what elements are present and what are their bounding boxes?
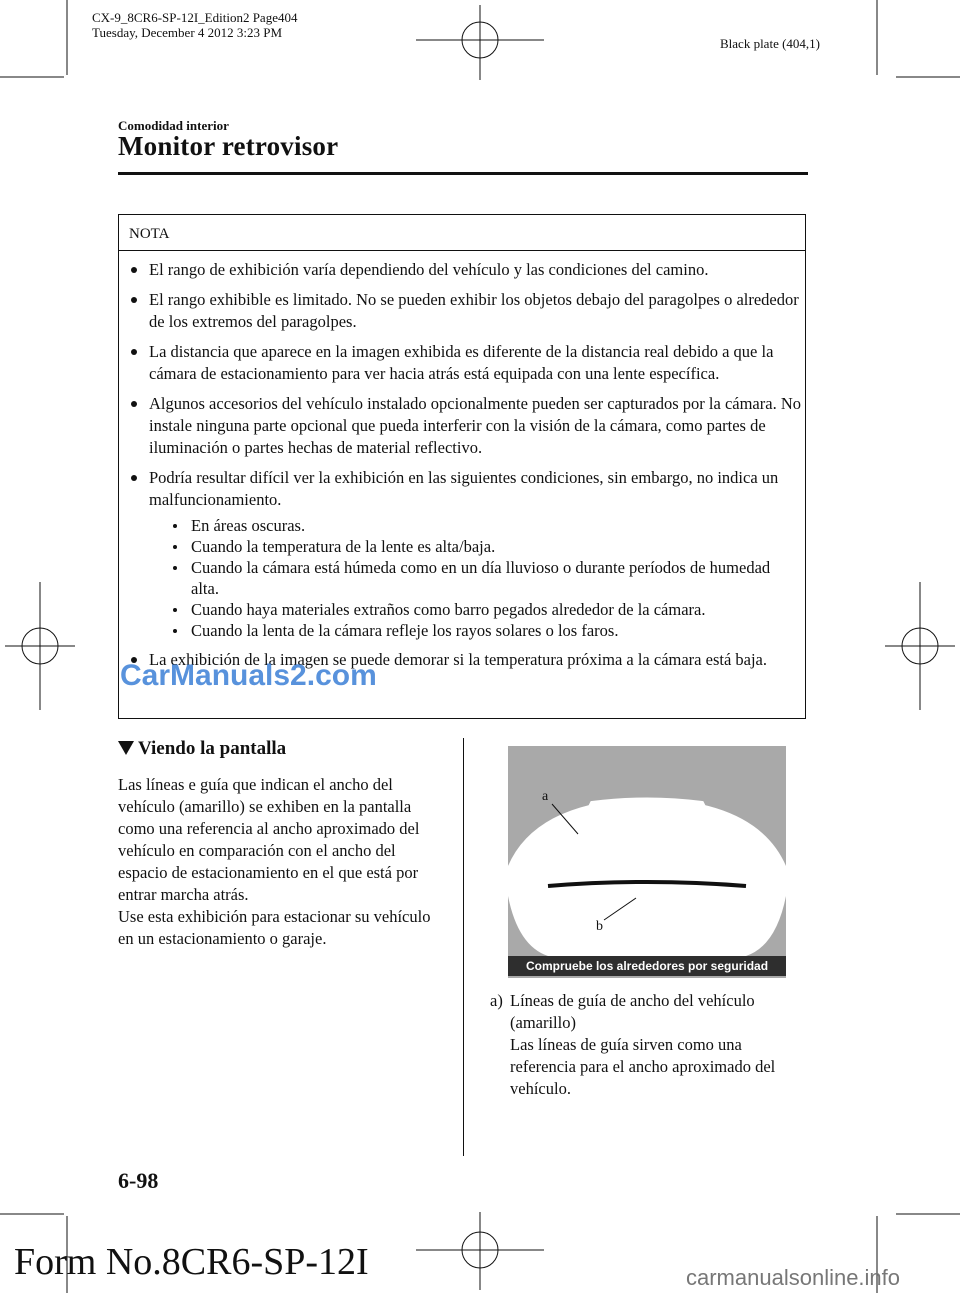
note-sublist [149, 515, 801, 641]
note-item-text: Algunos accesorios del vehículo instalado opcionalmente pueden ser capturados por la cámara. No instale ninguna parte opcional que pueda interferir con la visión de la cámara, como partes de iluminación o partes hechas de material reflectivo. [149, 394, 801, 457]
bullet-icon [131, 475, 137, 481]
note-subitem [149, 599, 801, 620]
note-subitem-text: Cuando la lenta de la cámara refleje los rayos solares o los faros. [191, 621, 619, 640]
small-bullet-icon [173, 545, 177, 549]
caption-title: Líneas de guía de ancho del vehículo (amarillo) [510, 991, 755, 1032]
print-timestamp: Tuesday, December 4 2012 3:23 PM [92, 25, 283, 40]
body-text [118, 774, 443, 950]
note-item-text: El rango de exhibición varía dependiendo del vehículo y las condiciones del camino. [149, 260, 709, 279]
note-subitem [149, 515, 801, 536]
body-paragraph: Use esta exhibición para estacionar su vehículo en un estacionamiento o garaje. [118, 907, 431, 948]
small-bullet-icon [173, 566, 177, 570]
callout-label-b: b [596, 919, 603, 934]
note-item [129, 259, 801, 281]
note-subitem [149, 536, 801, 557]
note-subitem-text: En áreas oscuras. [191, 516, 306, 535]
subsection-heading-text: Viendo la pantalla [138, 738, 287, 759]
caption-description: Las líneas de guía sirven como una referencia para el ancho aproximado del vehículo. [510, 1035, 776, 1098]
note-subitem [149, 557, 801, 599]
camera-warning-banner: Compruebe los alrededores por seguridad [508, 956, 786, 976]
column-divider [463, 738, 464, 1156]
note-header [119, 215, 805, 251]
footer-watermark: carmanualsonline.info [686, 1265, 901, 1290]
print-file-name: CX-9_8CR6-SP-12I_Edition2 Page404 [92, 10, 298, 25]
section-label: Comodidad interior [118, 118, 229, 133]
note-list [129, 259, 801, 679]
rear-camera-illustration [508, 746, 786, 978]
note-item [129, 289, 801, 333]
note-item-text: El rango exhibible es limitado. No se pueden exhibir los objetos debajo del paragolpes o alrededor de los extremos del paragolpes. [149, 290, 799, 331]
caption-label: a) [490, 991, 503, 1010]
note-item [129, 393, 801, 459]
small-bullet-icon [173, 608, 177, 612]
note-item [129, 467, 801, 641]
small-bullet-icon [173, 629, 177, 633]
title-rule [118, 172, 808, 175]
down-triangle-icon [118, 741, 134, 755]
caption-body [510, 990, 790, 1100]
bullet-icon [131, 349, 137, 355]
note-subitem-text: Cuando haya materiales extraños como barro pegados alrededor de la cámara. [191, 600, 706, 619]
bullet-icon [131, 267, 137, 273]
note-subitem [149, 620, 801, 641]
page-number: 6-98 [118, 1168, 159, 1193]
note-box [118, 214, 806, 719]
subsection-heading [118, 738, 286, 760]
note-item-text: La exhibición de la imagen se puede demorar si la temperatura próxima a la cámara está baja. [149, 650, 768, 669]
print-file-header [92, 10, 297, 40]
note-item-text: Podría resultar difícil ver la exhibición en las siguientes condiciones, sin embargo, no indica un malfuncionamiento. [149, 468, 779, 509]
callout-label-a: a [542, 789, 549, 804]
note-item-text: La distancia que aparece en la imagen exhibida es diferente de la distancia real debido a que la cámara de estacionamiento para ver hacia atrás está equipada con una lente específica. [149, 342, 774, 383]
note-heading: NOTA [129, 226, 170, 242]
note-subitem-text: Cuando la cámara está húmeda como en un día lluvioso o durante períodos de humedad alta. [191, 558, 771, 598]
bullet-icon [131, 297, 137, 303]
page-title: Monitor retrovisor [118, 131, 339, 161]
plate-label: Black plate (404,1) [720, 36, 820, 51]
bullet-icon [131, 401, 137, 407]
small-bullet-icon [173, 524, 177, 528]
watermark-logo: CarManuals2.com [120, 659, 377, 692]
form-number: Form No.8CR6-SP-12I [14, 1241, 369, 1283]
note-item [129, 341, 801, 385]
note-subitem-text: Cuando la temperatura de la lente es alta/baja. [191, 537, 496, 556]
body-paragraph: Las líneas e guía que indican el ancho del vehículo (amarillo) se exhiben en la pantalla como una referencia al ancho aproximado del vehículo en comparación con el ancho del espacio de estacionamiento en el que está por entrar marcha atrás. [118, 775, 420, 904]
